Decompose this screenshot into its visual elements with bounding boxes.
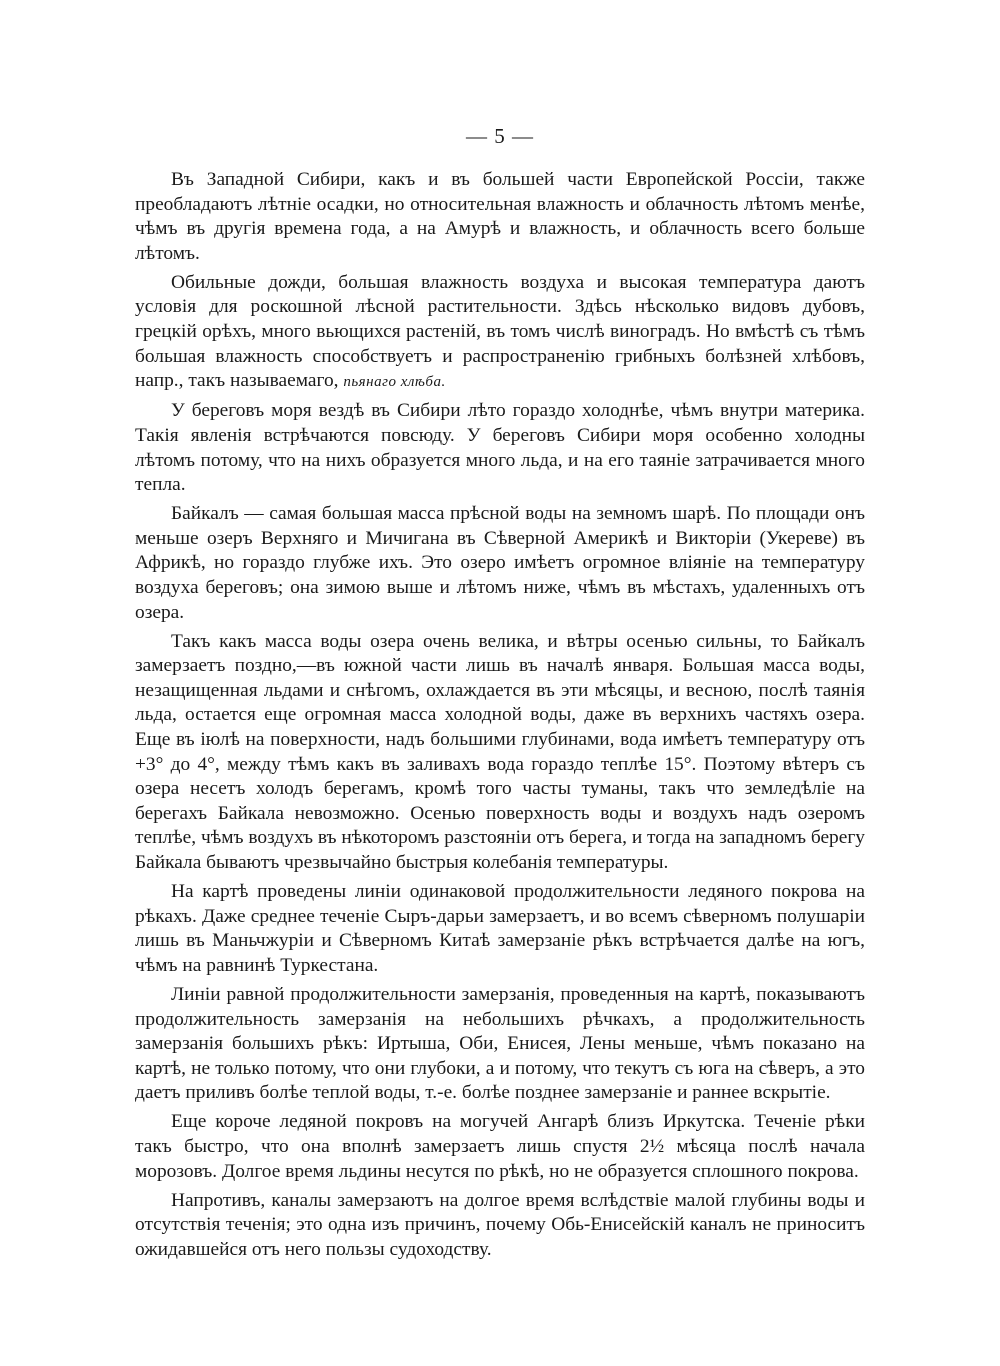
paragraph-freezing-lines: Линіи равной продолжительности замерзанія, проведенныя на картѣ, показываютъ продолжительность замерзанія на небольшихъ рѣчкахъ, а продолжительность замерзанія большихъ рѣкъ: Иртыша, Оби, Енисея, Лены меньше, чѣмъ показано на картѣ, не только потому, что они глубоки, а и потому, что текутъ съ юга на сѣверъ, а это даетъ приливъ болѣе теплой воды, т.-е. болѣе позднее замерзаніе и раннее вскрытіе. [135,984,865,1104]
body-text [135,168,865,1267]
paragraph-canals: Напротивъ, каналы замерзаютъ на долгое время вслѣдствіе малой глубины воды и отсутствія теченія; это одна изъ причинъ, почему Обь-Енисейскій каналъ не приноситъ ожидавшейся отъ него пользы судоходству. [135,1189,865,1260]
page-number: — 5 — [466,124,534,148]
paragraph-amur-forests [135,271,865,395]
paragraph-west-siberia: Въ Западной Сибири, какъ и въ большей части Европейской Россіи, также преобладаютъ лѣтніе осадки, но относительная влажность и облачность лѣтомъ менѣе, чѣмъ въ другія времена года, а на Амурѣ и влажность, и облачность всего больше лѣтомъ. [135,169,865,264]
paragraph-baikal-freezing: Такъ какъ масса воды озера очень велика, и вѣтры осенью сильны, то Байкалъ замерзаетъ поздно,—въ южной части лишь въ началѣ января. Большая масса воды, незащищенная льдами и снѣгомъ, охлаждается въ эти мѣсяцы, и весною, послѣ таянія льда, остается еще огромная масса холодной воды, даже въ верхнихъ частяхъ озера. Еще въ іюлѣ на поверхности, надъ большими глубинами, вода имѣетъ температуру отъ +3° до 4°, между тѣмъ какъ въ заливахъ вода гораздо теплѣе 15°. Поэтому вѣтеръ съ озера несетъ холодъ берегамъ, кромѣ того часты туманы, такъ что земледѣліе на берегахъ Байкала невозможно. Осенью поверхность воды и воздухъ надъ озеромъ теплѣе, чѣмъ воздухъ въ нѣкоторомъ разстояніи отъ берега, и тогда на западномъ берегу Байкала бываютъ чрезвычайно быстрыя колебанія температуры. [135,630,865,874]
paragraph-amur-forests-text: Обильные дожди, большая влажность воздуха и высокая температура даютъ условія для роскошной лѣсной растительности. Здѣсь нѣсколько видовъ дубовъ, грецкій орѣхъ, много вьющихся растеній, въ томъ числѣ виноградъ. Но вмѣстѣ съ тѣмъ большая влажность способствуетъ и распространенію грибныхъ болѣзней хлѣбовъ, напр., такъ называемаго, [135,271,865,392]
paragraph-baikal-intro: Байкалъ — самая большая масса прѣсной воды на земномъ шарѣ. По площади онъ меньше озеръ Верхняго и Мичигана въ Сѣверной Америкѣ и Викторіи (Укереве) въ Африкѣ, но гораздо глубже ихъ. Это озеро имѣетъ огромное вліяніе на температуру воздуха береговъ; она зимою выше и лѣтомъ ниже, чѣмъ въ мѣстахъ, удаленныхъ отъ озера. [135,503,865,623]
paragraph-ice-cover-map: На картѣ проведены линіи одинаковой продолжительности ледяного покрова на рѣкахъ. Даже среднее теченіе Сыръ-дарьи замерзаетъ, и во всемъ сѣверномъ полушаріи лишь въ Маньчжуріи и Сѣверномъ Китаѣ замерзаніе рѣкъ встрѣчается далѣе на югъ, чѣмъ на равнинѣ Туркестана. [135,881,865,976]
emphasis-drunken-bread: пьянаго хлѣба. [343,374,446,391]
paragraph-sea-shores: У береговъ моря вездѣ въ Сибири лѣто гораздо холоднѣе, чѣмъ внутри материка. Такія явленія встрѣчаются повсюду. У береговъ Сибири моря особенно холодны лѣтомъ потому, что на нихъ образуется много льда, и на его таяніе затрачивается много тепла. [135,400,865,496]
paragraph-angara: Еще короче ледяной покровъ на могучей Ангарѣ близъ Иркутска. Теченіе рѣки такъ быстро, что она вполнѣ замерзаетъ лишь спустя 2½ мѣсяца послѣ начала морозовъ. Долгое время льдины несутся по рѣкѣ, но не образуется сплошного покрова. [135,1111,865,1182]
